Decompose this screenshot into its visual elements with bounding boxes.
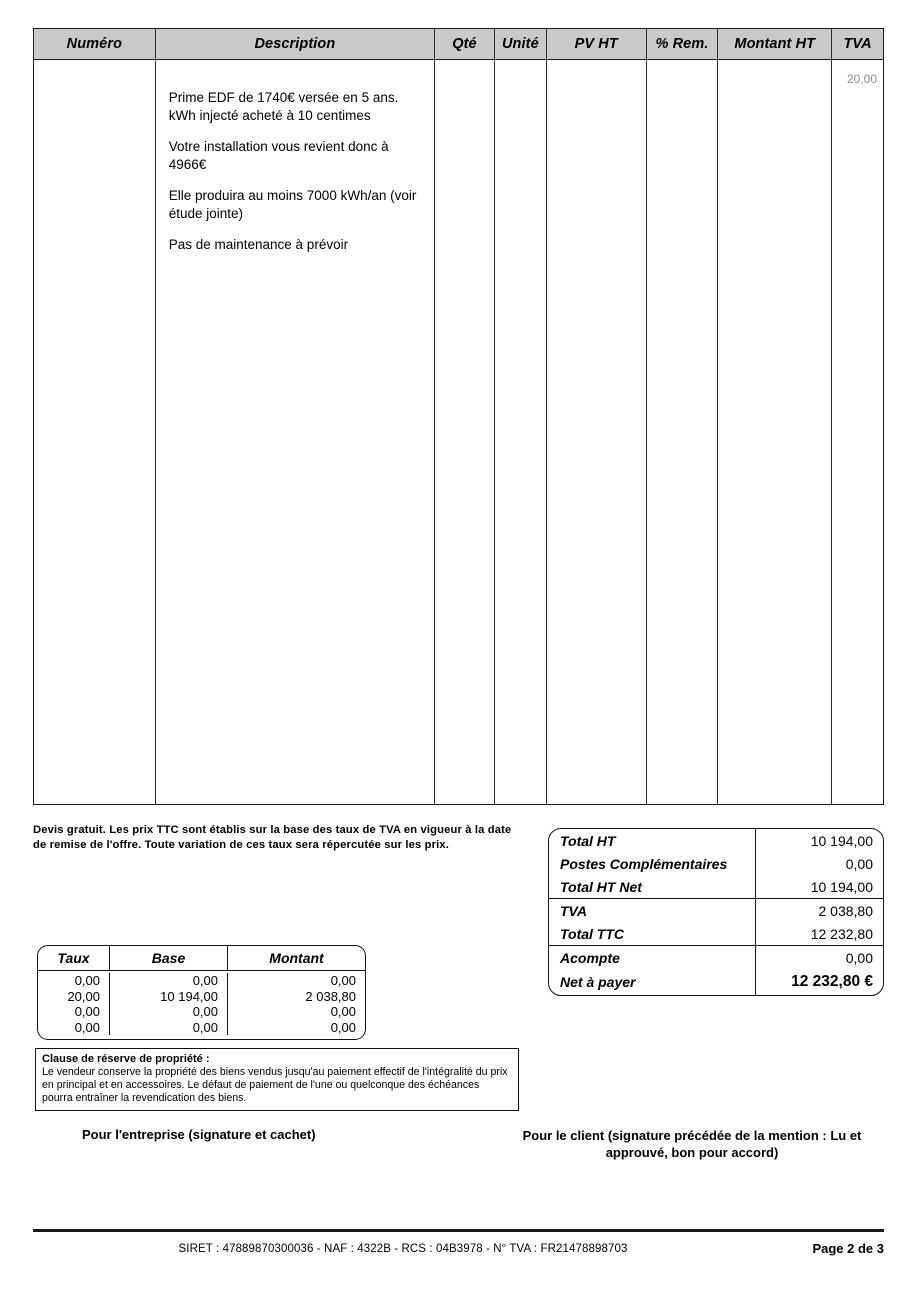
- cell-numero: [34, 60, 156, 804]
- column-header-qte: Qté: [435, 29, 495, 59]
- description-paragraph: Prime EDF de 1740€ versée en 5 ans. kWh injecté acheté à 10 centimes: [168, 90, 399, 123]
- vat-cell-base: 0,00: [110, 973, 228, 989]
- cell-unite: [495, 60, 547, 804]
- line-items-table: [33, 28, 884, 805]
- totals-value: 0,00: [845, 855, 873, 872]
- cell-tva-value: 20,00: [846, 72, 877, 86]
- vat-header-row: [38, 946, 365, 971]
- line-items-header-row: [34, 29, 883, 60]
- vat-cell-montant: 0,00: [330, 1019, 356, 1035]
- vat-cell-base: 10 194,00: [110, 989, 228, 1005]
- totals-row-net-a-payer: [549, 969, 883, 995]
- column-header-numero: Numéro: [34, 29, 156, 59]
- vat-cell-base: 0,00: [110, 1004, 228, 1020]
- column-header-remise: % Rem.: [647, 29, 719, 59]
- totals-value: 0,00: [845, 949, 873, 966]
- totals-label: TVA: [549, 899, 756, 922]
- devis-gratuit-note: Devis gratuit. Les prix TTC sont établis sur la base des taux de TVA en vigueur à la date de remise de l'offre. Toute variation de ces taux sera répercutée sur les prix.: [33, 824, 512, 851]
- column-header-pv-ht: PV HT: [547, 29, 647, 59]
- clause-title: Clause de réserve de propriété :: [42, 1053, 210, 1065]
- totals-row: [549, 875, 883, 898]
- cell-montant-ht: [718, 60, 832, 804]
- vat-cell-montant: 0,00: [330, 1004, 356, 1020]
- column-header-description: Description: [156, 29, 435, 59]
- cell-qte: [435, 60, 495, 804]
- totals-label: Total TTC: [549, 922, 756, 945]
- totals-label: Total HT: [549, 829, 756, 852]
- table-row: [38, 973, 365, 989]
- description-paragraph: Votre installation vous revient donc à 4966€: [168, 139, 389, 172]
- footer-divider: [33, 1229, 884, 1232]
- totals-label: Acompte: [549, 946, 756, 969]
- description-paragraph: Elle produira au moins 7000 kWh/an (voir étude jointe): [168, 188, 417, 221]
- table-row: [38, 989, 365, 1005]
- table-row: [38, 1004, 365, 1020]
- totals-value: 2 038,80: [818, 902, 873, 919]
- footer-legal-identifiers: SIRET : 47889870300036 - NAF : 4322B - RCS : 04B3978 - N° TVA : FR21478898703: [178, 1243, 628, 1255]
- vat-breakdown-table: [37, 945, 366, 1040]
- vat-cell-montant: 2 038,80: [305, 988, 356, 1004]
- column-header-unite: Unité: [495, 29, 547, 59]
- signature-label-company: Pour l'entreprise (signature et cachet): [82, 1127, 316, 1142]
- cell-remise: [647, 60, 719, 804]
- totals-label: Total HT Net: [549, 875, 756, 898]
- totals-row: [549, 852, 883, 875]
- vat-header-montant: Montant: [269, 950, 324, 966]
- totals-row: [549, 899, 883, 922]
- totals-row: [549, 946, 883, 969]
- cell-description: [156, 60, 435, 804]
- vat-body: [38, 971, 365, 1039]
- totals-value: 10 194,00: [810, 832, 873, 849]
- footer-page-number: Page 2 de 3: [812, 1241, 884, 1256]
- cell-pv-ht: [547, 60, 647, 804]
- table-row: [38, 1020, 365, 1036]
- totals-group-payment: [549, 946, 883, 995]
- description-paragraph: Pas de maintenance à prévoir: [168, 237, 349, 252]
- totals-row: [549, 922, 883, 945]
- vat-cell-montant: 0,00: [330, 973, 356, 989]
- vat-header-taux: Taux: [38, 946, 110, 970]
- retention-of-title-clause-box: [35, 1048, 519, 1111]
- vat-cell-taux: 0,00: [38, 1004, 110, 1020]
- signature-label-client: Pour le client (signature précédée de la mention : Lu et approuvé, bon pour accord): [522, 1128, 862, 1160]
- totals-row: [549, 829, 883, 852]
- totals-value: 12 232,80 €: [791, 973, 873, 990]
- totals-group-ht: [549, 829, 883, 899]
- totals-value: 12 232,80: [810, 925, 873, 942]
- table-row: [34, 60, 883, 804]
- totals-value: 10 194,00: [810, 878, 873, 895]
- vat-cell-taux: 0,00: [38, 1020, 110, 1036]
- totals-summary-box: [548, 828, 884, 996]
- vat-cell-taux: 0,00: [38, 973, 110, 989]
- vat-header-base: Base: [110, 946, 228, 970]
- cell-tva: [832, 60, 883, 804]
- description-text-block: [156, 64, 434, 254]
- vat-cell-taux: 20,00: [38, 989, 110, 1005]
- column-header-montant-ht: Montant HT: [718, 29, 832, 59]
- totals-group-tva: [549, 899, 883, 946]
- vat-cell-base: 0,00: [110, 1020, 228, 1036]
- clause-body: Le vendeur conserve la propriété des biens vendus jusqu'au paiement effectif de l'intégralité du prix en principal et en accessoires. Le défaut de paiement de l'une ou quelconque des échéances pourra entraîner la revendication des biens.: [42, 1066, 508, 1104]
- column-header-tva: TVA: [843, 36, 872, 52]
- totals-label: Net à payer: [549, 969, 756, 995]
- totals-label: Postes Complémentaires: [549, 852, 756, 875]
